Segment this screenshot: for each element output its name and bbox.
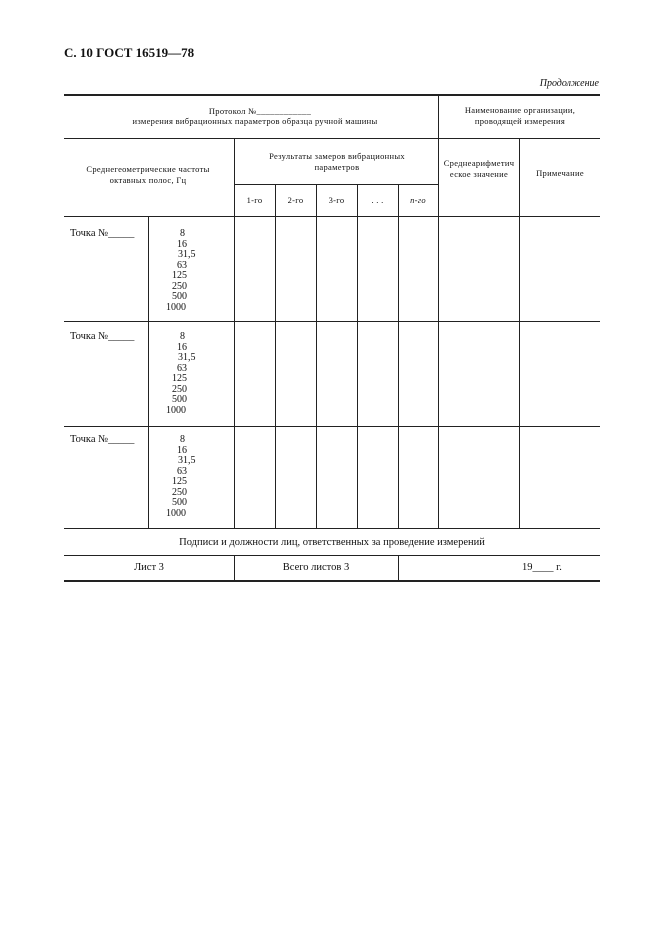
note-header: Примечание (536, 168, 584, 178)
frequency-value: 63 (177, 465, 187, 477)
divider-line (398, 555, 399, 580)
divider-line (64, 555, 600, 556)
frequency-value: 16 (177, 444, 187, 456)
divider-line (64, 528, 600, 529)
frequency-list (166, 332, 196, 416)
protocol-subtitle: измерения вибрационных параметров образца ручной машины (132, 116, 378, 126)
page-header: С. 10 ГОСТ 16519—78 (64, 45, 195, 60)
frequency-value: 250 (172, 280, 187, 292)
frequency-value: 125 (172, 373, 187, 384)
frequency-value: 8 (180, 331, 185, 342)
org-header: Наименование организации, проводящей измерения (464, 105, 576, 126)
frequency-value: 1000 (166, 404, 186, 416)
frequency-value: 250 (172, 383, 187, 395)
year-field: 19____ г. (522, 562, 562, 573)
measurement-2-header: 2-го (287, 195, 304, 205)
frequency-value: 125 (172, 476, 187, 487)
measurement-n-header: n-го (410, 195, 426, 205)
frequency-header: Среднегеометрические частоты октавных полос, Гц (86, 164, 210, 185)
frequency-value: 31,5 (178, 249, 196, 260)
frequency-value: 500 (172, 394, 187, 405)
frequency-list (166, 435, 196, 519)
point-label: Точка №_____ (70, 331, 135, 342)
divider-line (519, 138, 520, 528)
frequency-list (166, 229, 196, 313)
frequency-value: 16 (177, 238, 187, 250)
table-bottom-border (64, 580, 600, 582)
signatures-row: Подписи и должности лиц, ответственных за проведение измерений (179, 537, 485, 548)
point-label: Точка №_____ (70, 228, 135, 239)
divider-line (275, 184, 276, 528)
measurement-1-header: 1-го (246, 195, 263, 205)
frequency-value: 31,5 (178, 352, 196, 363)
divider-line (316, 184, 317, 528)
mean-header: Среднеарифметич еское значение (443, 158, 515, 179)
frequency-value: 1000 (166, 507, 186, 519)
frequency-value: 63 (177, 259, 187, 271)
frequency-value: 500 (172, 291, 187, 302)
measurement-3-header: 3-го (328, 195, 345, 205)
divider-line (234, 184, 438, 185)
frequency-value: 16 (177, 341, 187, 353)
measurement-ellipsis-header: . . . (371, 195, 384, 205)
divider-line (357, 184, 358, 528)
divider-line (398, 184, 399, 528)
frequency-value: 250 (172, 486, 187, 498)
sheet-number: Лист 3 (134, 562, 164, 573)
frequency-value: 8 (180, 434, 185, 445)
divider-line (438, 94, 439, 528)
point-label: Точка №_____ (70, 434, 135, 445)
frequency-value: 31,5 (178, 455, 196, 466)
total-sheets: Всего листов 3 (282, 562, 350, 573)
table-top-border (64, 94, 600, 96)
frequency-value: 500 (172, 497, 187, 508)
frequency-value: 125 (172, 270, 187, 281)
frequency-value: 63 (177, 362, 187, 374)
protocol-title: Протокол №____________ (208, 106, 312, 116)
frequency-value: 8 (180, 228, 185, 239)
results-header: Результаты замеров вибрационных параметров (269, 151, 405, 172)
frequency-value: 1000 (166, 301, 186, 313)
divider-line (148, 216, 149, 528)
continuation-label: Продолжение (539, 78, 599, 89)
